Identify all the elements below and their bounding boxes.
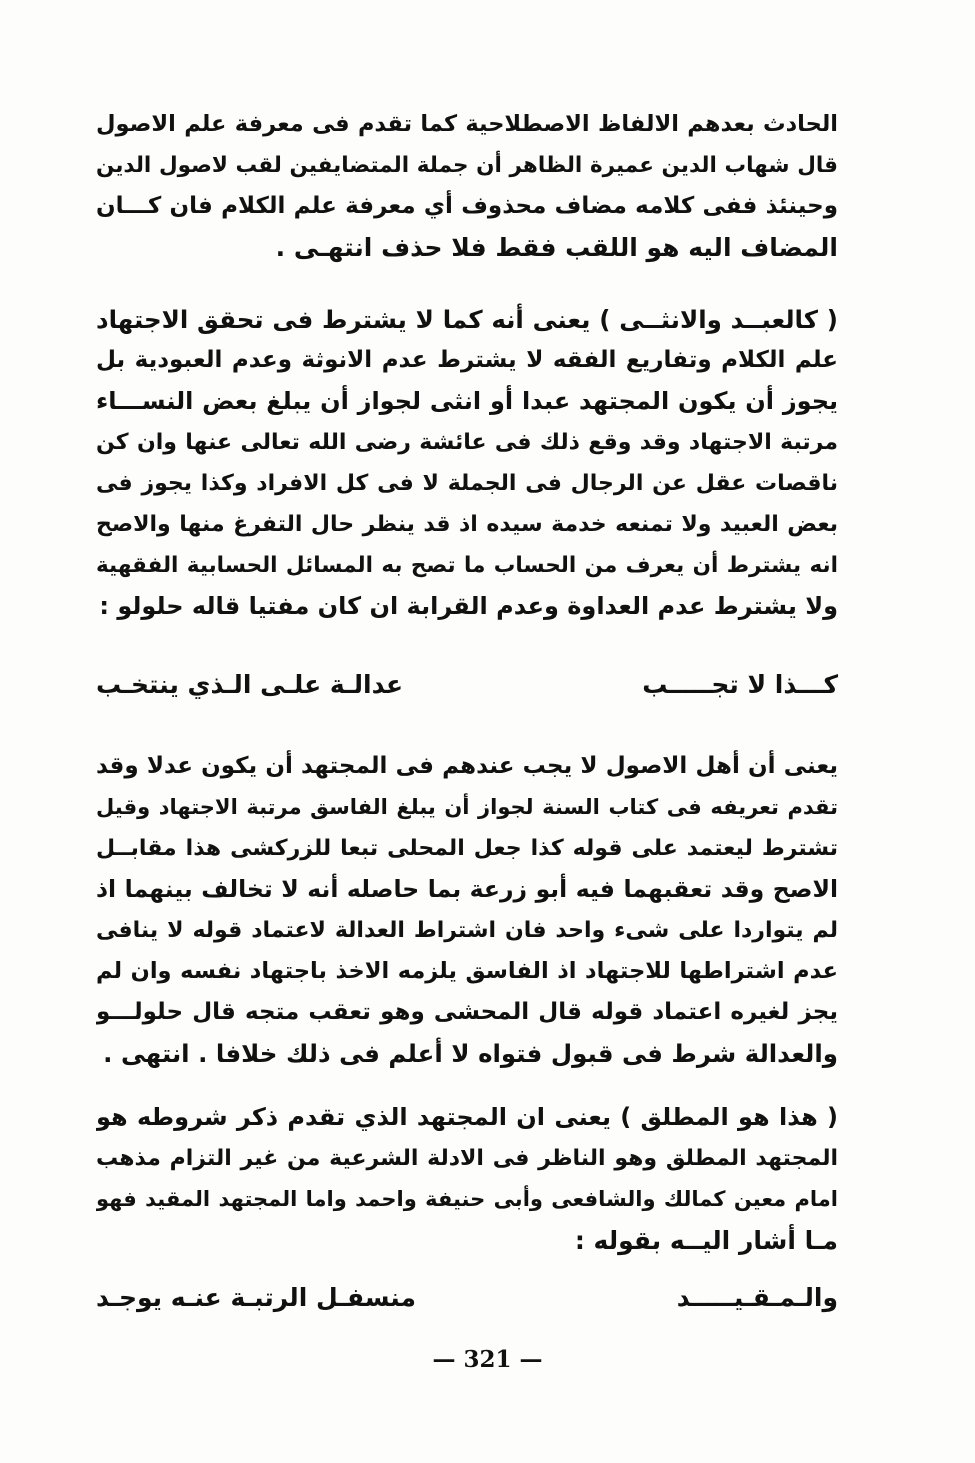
text-line: المضاف اليه هو اللقب فقط فلا حذف انتهـى . xyxy=(275,233,838,262)
verse-second-hemistich: عدالـة علـى الـذي ينتخـب xyxy=(96,670,404,699)
paragraph-2 xyxy=(96,299,838,627)
paragraph-1 xyxy=(96,104,838,268)
text-line: ولا يشترط عدم العداوة وعدم القرابة ان كان مفتيا قاله حلولو : xyxy=(99,592,838,620)
text-line: ناقصات عقل عن الرجال فى الجملة لا فى كل الافراد وكذا يجوز فى xyxy=(96,471,838,496)
text-line: امام معين كمالك والشافعى وأبى حنيفة واحمد واما المجتهد المقيد فهو xyxy=(96,1187,838,1211)
text-line: الاصح وقد تعقبهما فيه أبو زرعة بما حاصله أنه لا تخالف بينهما اذ xyxy=(96,875,838,903)
text-line: وحينئذ ففى كلامه مضاف محذوف أي معرفة علم الكلام فان كـــان xyxy=(96,193,838,219)
text-line: لم يتواردا على شىء واحد فان اشتراط العدالة لاعتماد قوله لا ينافى xyxy=(96,918,838,943)
text-line: ( كالعبــد والانثــى ) يعنى أنه كما لا يشترط فى تحقق الاجتهاد xyxy=(96,305,838,334)
text-line: تشترط ليعتمد على قوله كذا جعل المحلى تبعا للزركشى هذا مقابــل xyxy=(96,836,838,861)
text-line: علم الكلام وتفاريع الفقه لا يشترط عدم الانوثة وعدم العبودية بل xyxy=(96,347,838,373)
verse-line-1 xyxy=(96,664,838,705)
text-line: انه يشترط أن يعرف من الحساب ما تصح به المسائل الحسابية الفقهية xyxy=(96,553,838,578)
text-line: المجتهد المطلق وهو الناظر فى الادلة الشرعية من غير التزام مذهب xyxy=(96,1146,838,1171)
text-line: تقدم تعريفه فى كتاب السنة لجواز أن يبلغ الفاسق مرتبة الاجتهاد وقيل xyxy=(96,795,838,819)
paragraph-4 xyxy=(96,1097,838,1261)
text-line: مـا أشار اليــه بقوله : xyxy=(574,1226,838,1255)
verse-first-hemistich: والـمـقـيـــــد xyxy=(676,1283,838,1312)
text-line: يجوز أن يكون المجتهد عبدا أو انثى لجواز أن يبلغ بعض النســـاء xyxy=(96,387,838,415)
page-number: — 321 — xyxy=(432,1346,543,1373)
text-line: قال شهاب الدين عميرة الظاهر أن جملة المتضايفين لقب لاصول الدين xyxy=(96,153,838,178)
text-line: بعض العبيد ولا تمنعه خدمة سيده اذ قد ينظر حال التفرغ منها والاصح xyxy=(96,512,838,537)
text-line: يجز لغيره اعتماد قوله قال المحشى وهو تعقب متجه قال حلولـــو xyxy=(96,999,838,1025)
verse-first-hemistich: كـــذا لا تجـــــب xyxy=(642,670,838,699)
text-line: مرتبة الاجتهاد وقد وقع ذلك فى عائشة رضى الله تعالى عنها وان كن xyxy=(96,430,838,455)
verse-second-hemistich: منسفـل الرتبـة عنـه يوجـد xyxy=(96,1283,416,1312)
text-line: والعدالة شرط فى قبول فتواه لا أعلم فى ذلك خلافا . انتهى . xyxy=(103,1039,838,1068)
verse-line-2 xyxy=(96,1277,838,1318)
text-line: عدم اشتراطها للاجتهاد اذ الفاسق يلزمه الاخذ باجتهاد نفسه وان لم xyxy=(96,958,838,984)
paragraph-3 xyxy=(96,746,838,1074)
text-line: الحادث بعدهم الالفاظ الاصطلاحية كما تقدم فى معرفة علم الاصول xyxy=(96,111,838,137)
text-line: ( هذا هو المطلق ) يعنى ان المجتهد الذي تقدم ذكر شروطه هو xyxy=(96,1103,838,1131)
text-line: يعنى أن أهل الاصول لا يجب عندهم فى المجتهد أن يكون عدلا وقد xyxy=(96,753,838,779)
